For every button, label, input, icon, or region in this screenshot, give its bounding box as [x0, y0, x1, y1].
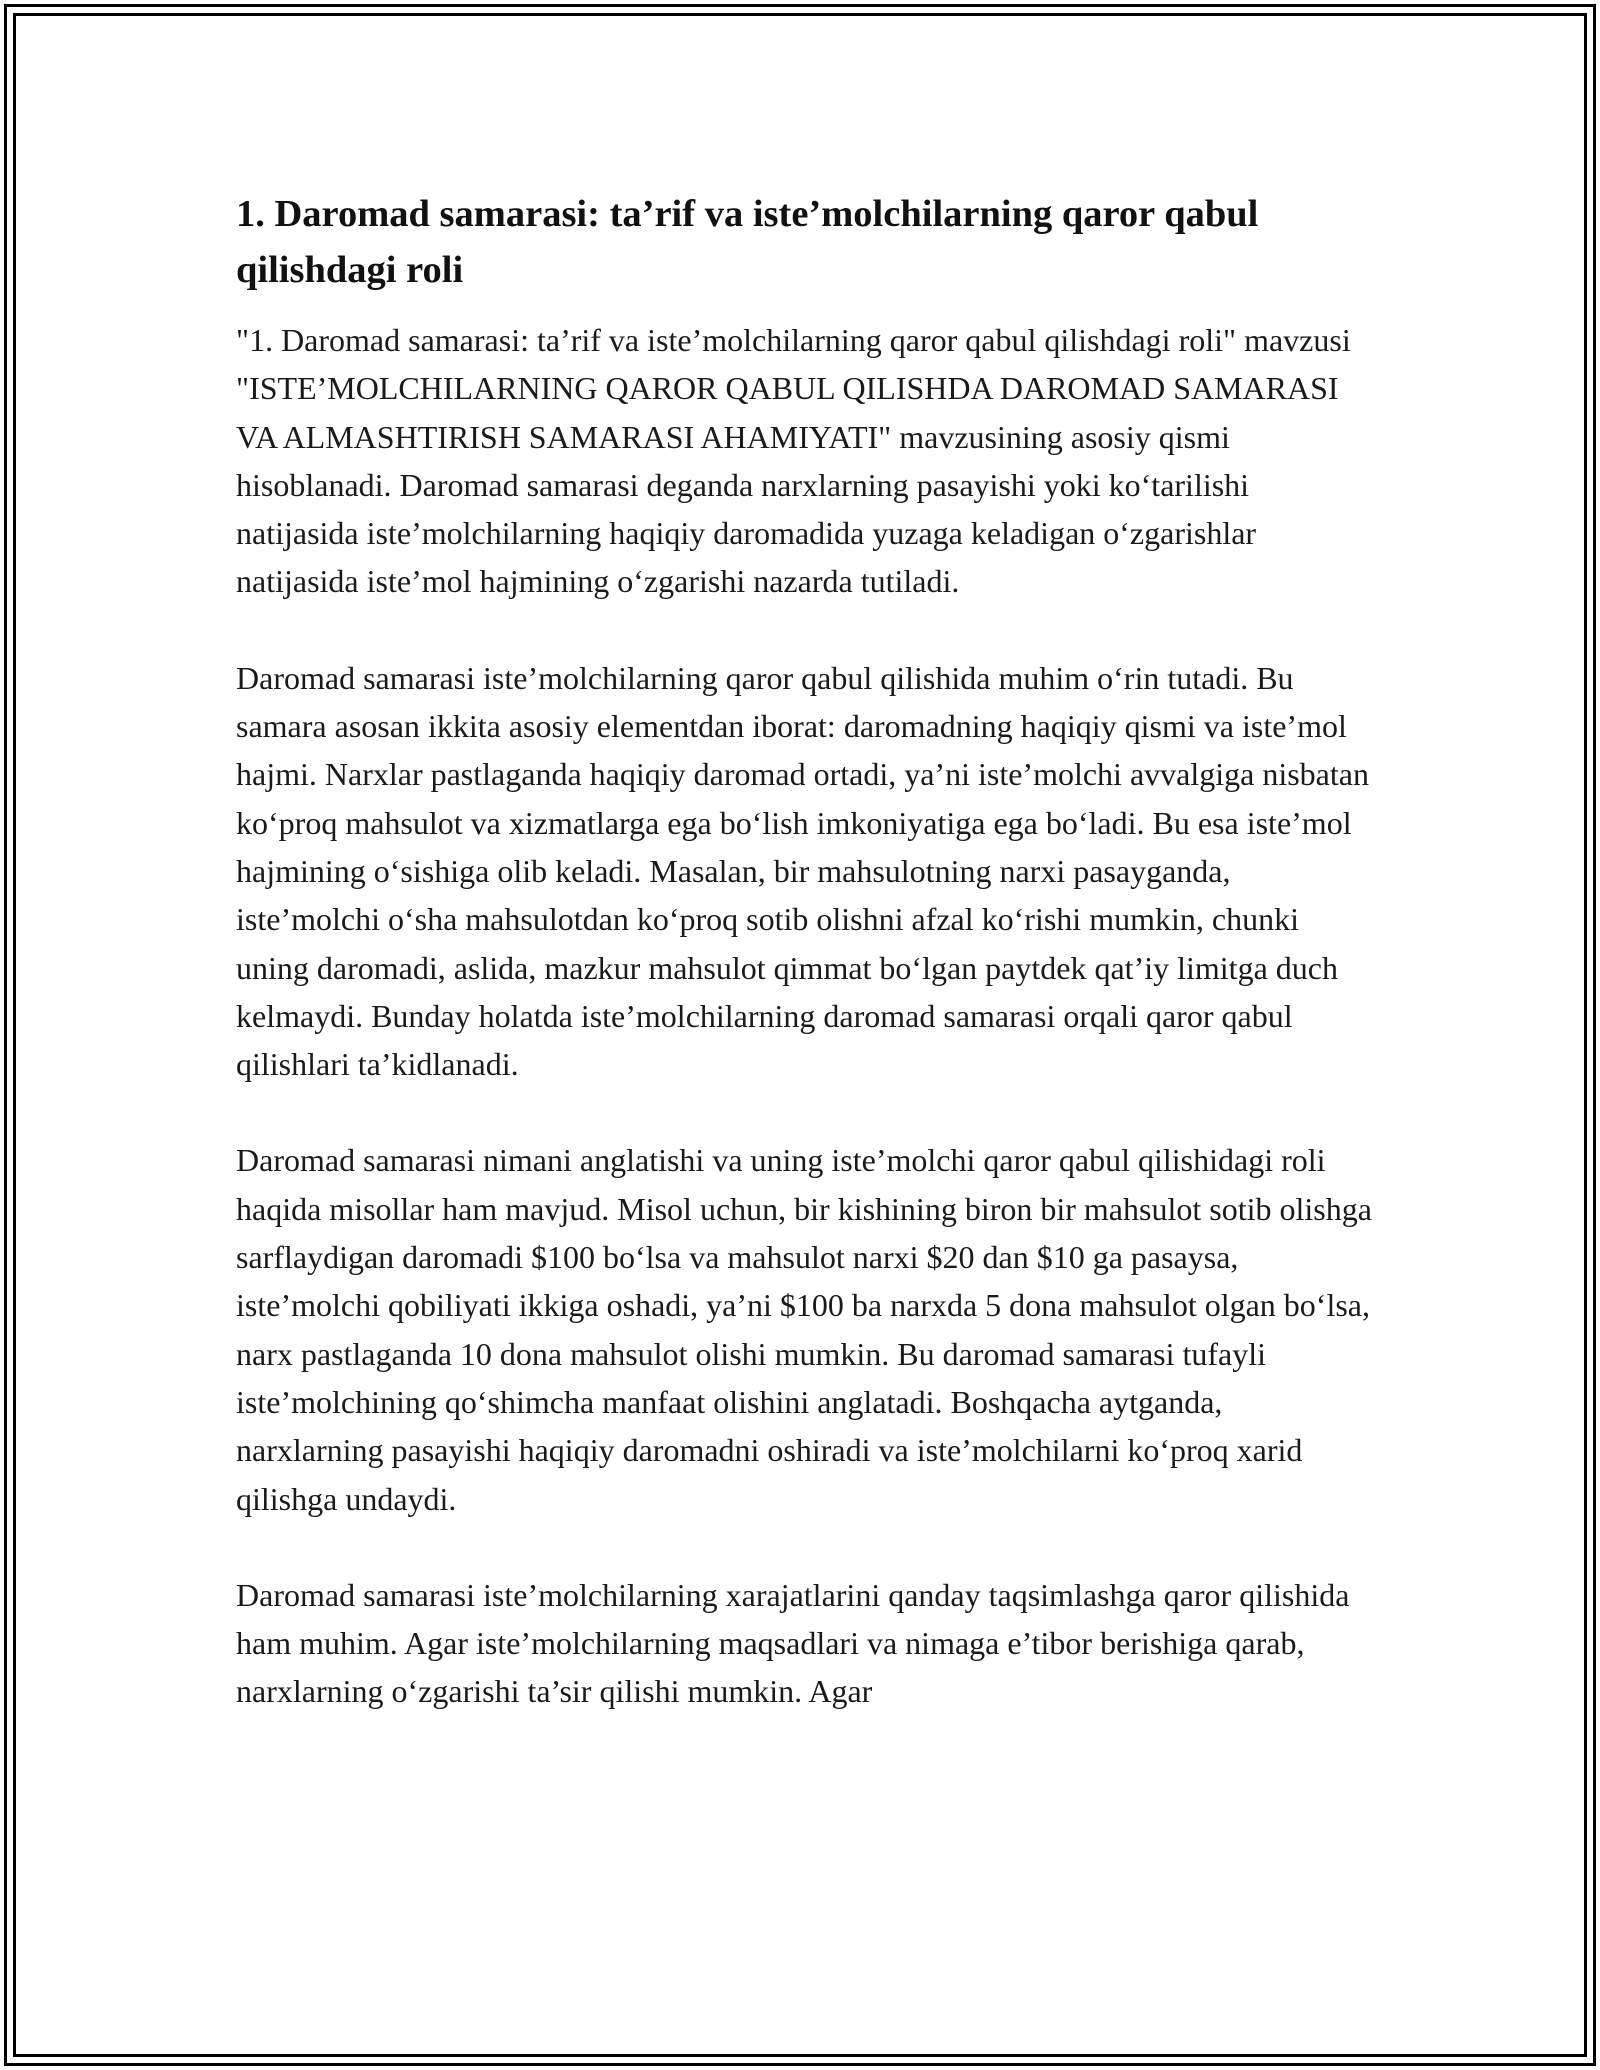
paragraph-4: Daromad samarasi iste’molchilarning xarajatlarini qanday taqsimlashga qaror qilishida ham muhim. Agar iste’molchilarning maqsadlari va nimaga e’tibor berishiga qarab, narxlarning o‘zgarishi ta’sir qilishi mumkin. Agar [236, 1576, 1350, 1710]
document-body [236, 186, 1376, 1764]
paragraph-3: Daromad samarasi nimani anglatishi va uning iste’molchi qaror qabul qilishidagi roli haqida misollar ham mavjud. Misol uchun, bir kishining biron bir mahsulot sotib olishga sarflaydigan daromadi $100 bo‘lsa va mahsulot narxi $20 dan $10 ga pasaysa, iste’molchi qobiliyati ikkiga oshadi, ya’ni $100 ba narxda 5 dona mahsulot olgan bo‘lsa, narx pastlaganda 10 dona mahsulot olishi mumkin. Bu daromad samarasi tufayli iste’molchining qo‘shimcha manfaat olishini anglatadi. Boshqacha aytganda, narxlarning pasayishi haqiqiy daromadni oshiradi va iste’molchilarni ko‘proq xarid qilishga undaydi. [236, 1142, 1372, 1517]
paragraph-2: Daromad samarasi iste’molchilarning qaror qabul qilishida muhim o‘rin tutadi. Bu samara asosan ikkita asosiy elementdan iborat: daromadning haqiqiy qismi va iste’mol hajmi. Narxlar pastlaganda haqiqiy daromad ortadi, ya’ni iste’molchi avvalgiga nisbatan ko‘proq mahsulot va xizmatlarga ega bo‘lish imkoniyatiga ega bo‘ladi. Bu esa iste’mol hajmining o‘sishiga olib keladi. Masalan, bir mahsulotning narxi pasayganda, iste’molchi o‘sha mahsulotdan ko‘proq sotib olishni afzal ko‘rishi mumkin, chunki uning daromadi, aslida, mazkur mahsulot qimmat bo‘lgan paytdek qat’iy limitga duch kelmaydi. Bunday holatda iste’molchilarning daromad samarasi orqali qaror qabul qilishlari ta’kidlanadi. [236, 659, 1369, 1083]
paragraph-1: "1. Daromad samarasi: ta’rif va iste’molchilarning qaror qabul qilishdagi roli" mavzusi "ISTE’MOLCHILARNING QAROR QABUL QILISHDA DAROMAD SAMARASI VA ALMASHTIRISH SAMARASI AHAMIYATI" mavzusining asosiy qismi hisoblanadi. Daromad samarasi deganda narxlarning pasayishi yoki ko‘tarilishi natijasida iste’molchilarning haqiqiy daromadida yuzaga keladigan o‘zgarishlar natijasida iste’mol hajmining o‘zgarishi nazarda tutiladi. [236, 322, 1351, 600]
section-heading: 1. Daromad samarasi: ta’rif va iste’molchilarning qaror qabul qilishdagi roli [236, 193, 1259, 291]
